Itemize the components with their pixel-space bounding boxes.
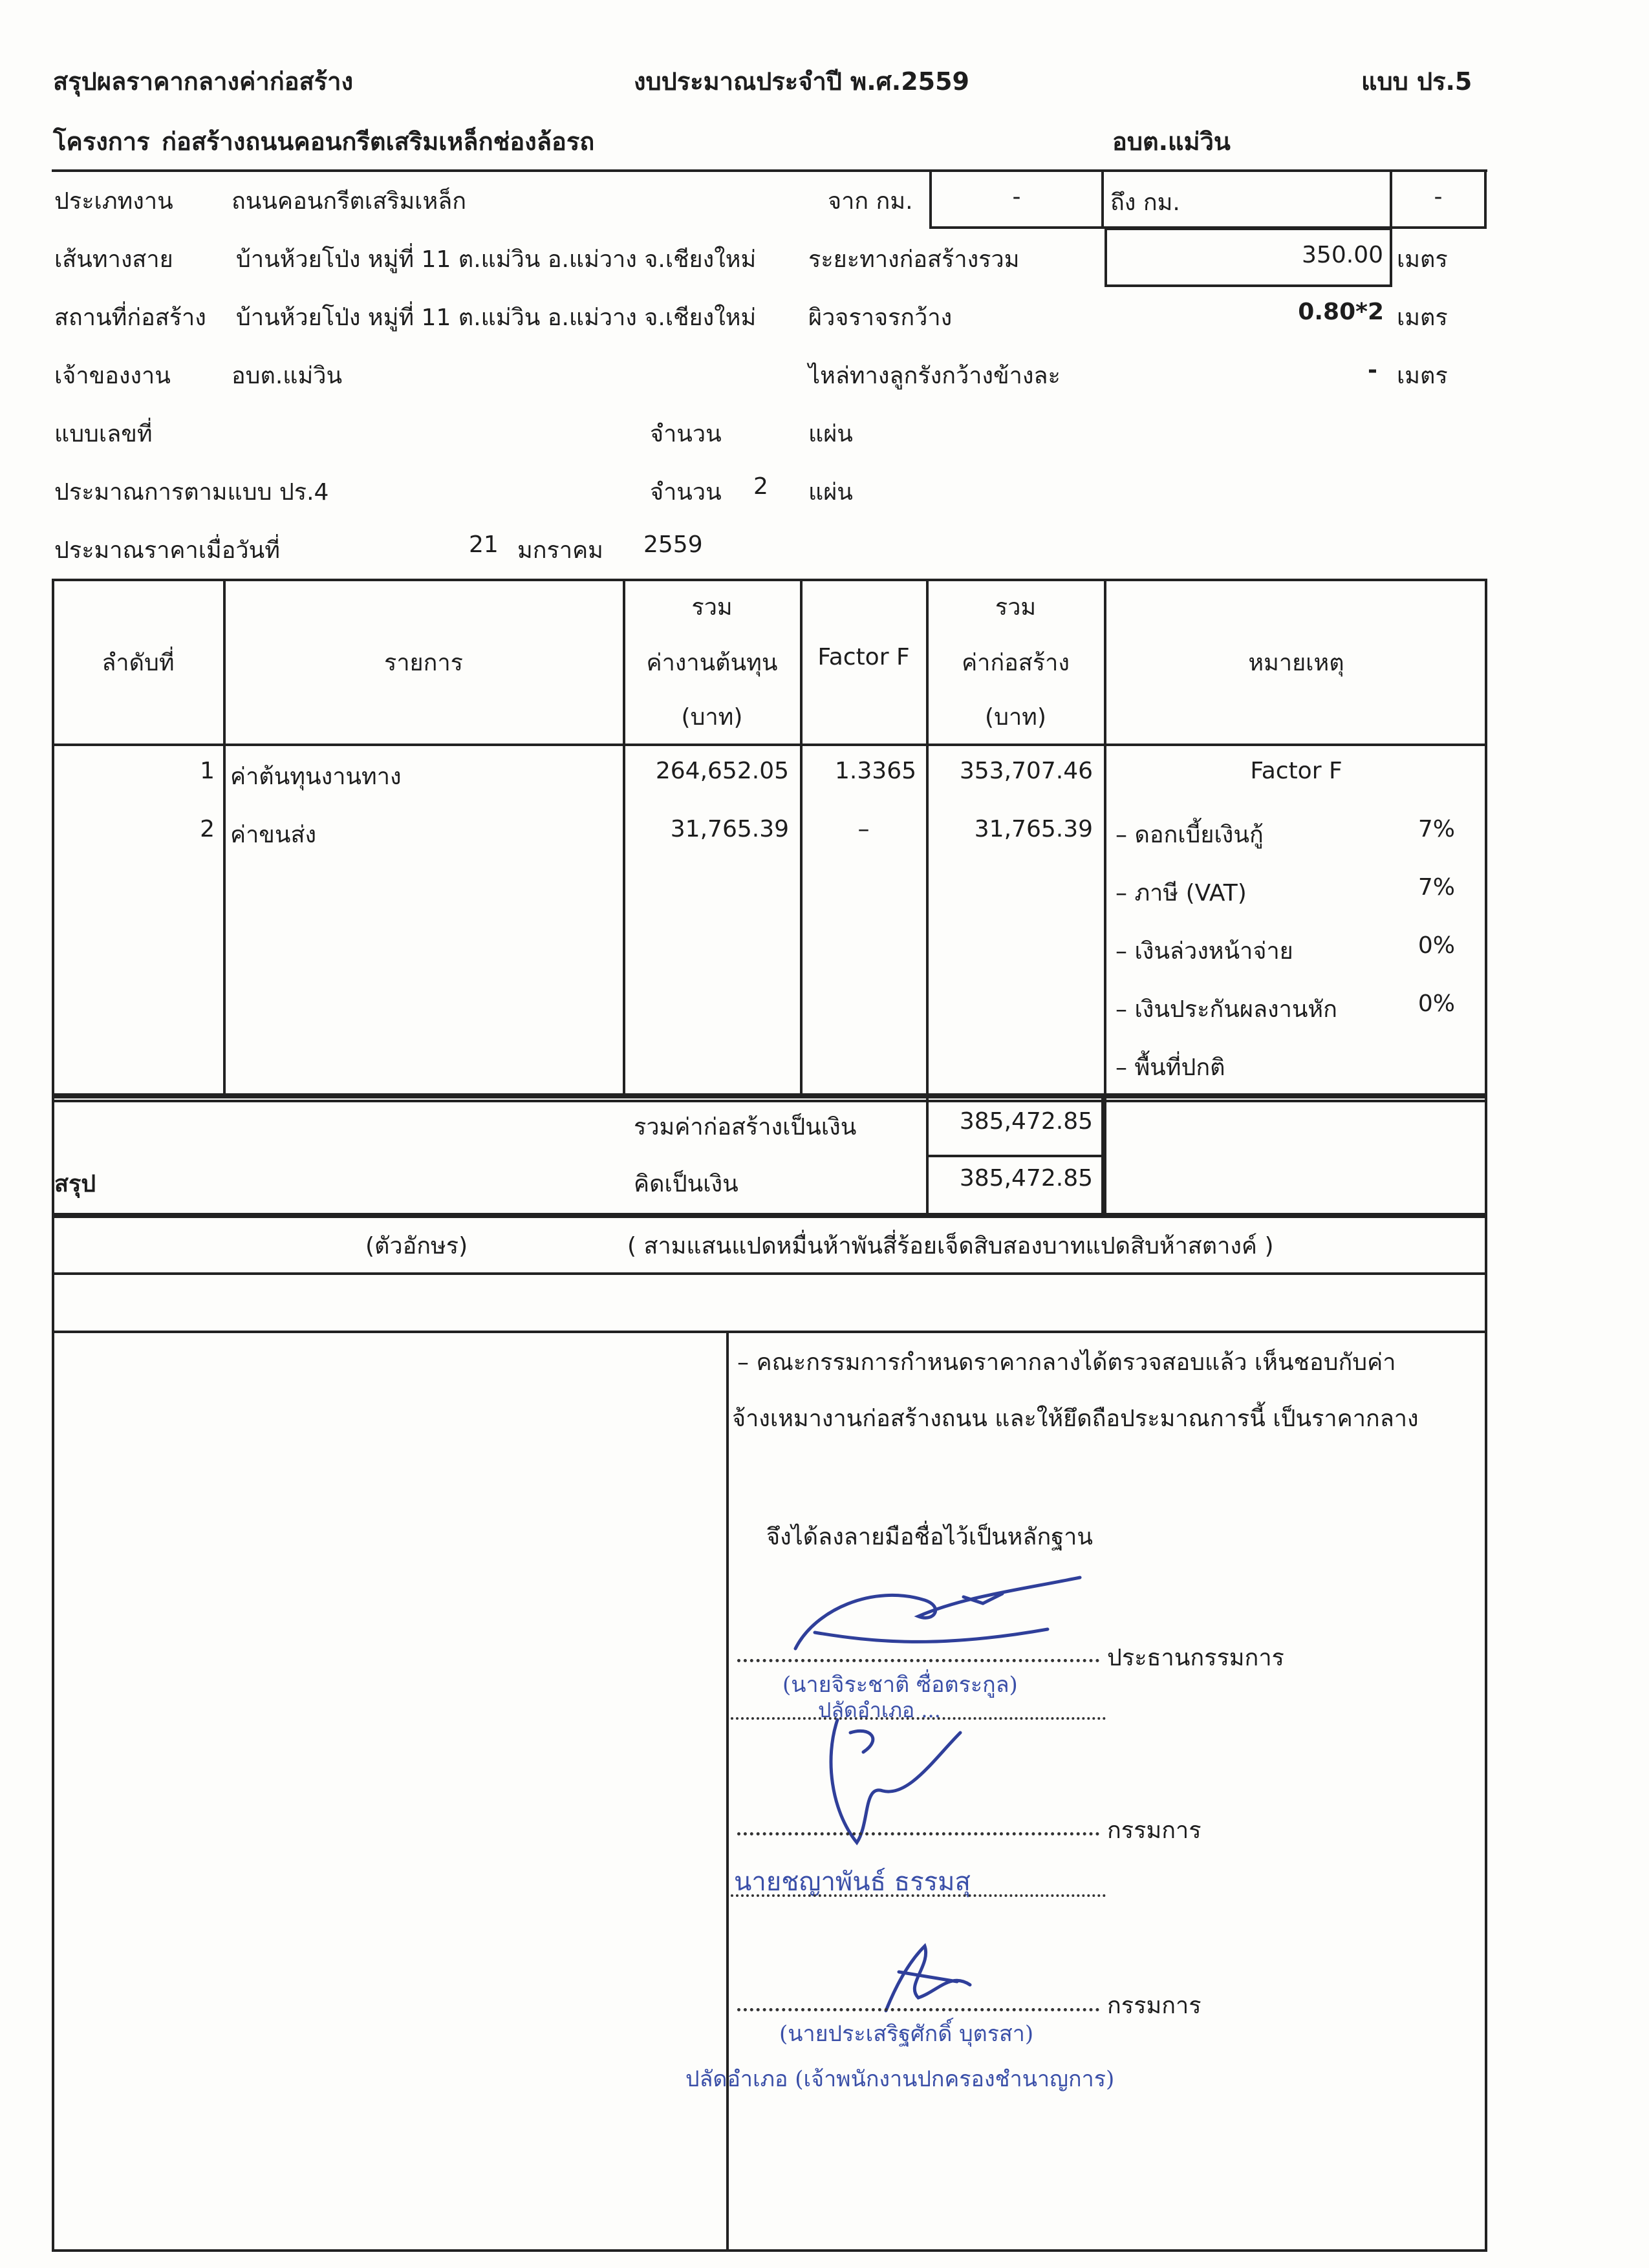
shoulder-unit: เมตร (1397, 363, 1448, 389)
header-cost-l3: (บาท) (681, 704, 743, 731)
summary-double-line (52, 1100, 1487, 1102)
header-cost-l2: ค่างานต้นทุน (646, 650, 778, 676)
estimate-sheet-unit: แผ่น (808, 479, 853, 506)
member2-sign-line (737, 2008, 1099, 2011)
date-day: 21 (469, 531, 499, 558)
table-header-divider (52, 744, 1487, 746)
summary-total-label: รวมค่าก่อสร้างเป็นเงิน (634, 1114, 857, 1140)
header-factor: Factor F (817, 644, 910, 670)
estimate-count-value: 2 (753, 473, 768, 500)
remark-label: – พื้นที่ปกติ (1116, 1054, 1225, 1081)
route-value: บ้านห้วยโป่ง หมู่ที่ 11 ต.แม่วิน อ.แม่วาง จ.เชียงใหม่ (236, 246, 757, 273)
summary-calc-label: คิดเป็นเงิน (634, 1171, 738, 1197)
member2-name: (นายประเสริฐศักดิ์ บุตรสา) (779, 2021, 1034, 2047)
estimate-label: ประมาณการตามแบบ ปร.4 (54, 479, 329, 506)
width-unit: เมตร (1397, 305, 1448, 331)
member1-name: นายชญาพันธ์ ธรรมสุ (734, 1867, 971, 1897)
header-total-l3: (บาท) (985, 704, 1046, 731)
from-km-value: - (1012, 184, 1021, 210)
project-name: ก่อสร้างถนนคอนกรีตเสริมเหล็กช่องล้อรถ (162, 127, 595, 156)
row-2-item: ค่าขนส่ง (230, 822, 317, 848)
header-no: ลำดับที่ (102, 650, 175, 676)
width-value: 0.80*2 (1298, 299, 1384, 325)
row-2-factor: – (857, 816, 870, 842)
header-cost-l1: รวม (691, 594, 733, 621)
row-1-item: ค่าต้นทุนงานทาง (230, 764, 402, 790)
remark-value: 0% (1417, 990, 1455, 1017)
header-total-l2: ค่าก่อสร้าง (962, 650, 1070, 676)
chair-sign-line (737, 1659, 1099, 1662)
to-km-value: - (1434, 184, 1443, 210)
committee-divider (726, 1331, 729, 2252)
remarks-title: Factor F (1250, 758, 1342, 784)
agency-name: อบต.แม่วิน (1112, 127, 1231, 156)
date-year: 2559 (643, 531, 703, 558)
row-1-no: 1 (200, 758, 215, 784)
to-km-label: ถึง กม. (1110, 189, 1180, 216)
committee-box (52, 1331, 1487, 2252)
to-km-box (1101, 169, 1392, 229)
distance-box (1105, 228, 1392, 287)
remark-label: – ดอกเบี้ยเงินกู้ (1116, 822, 1264, 848)
row-1-factor: 1.3365 (835, 758, 916, 784)
row-2-no: 2 (200, 816, 215, 842)
amount-words-label: (ตัวอักษร) (365, 1233, 468, 1259)
from-km-box (929, 169, 1104, 229)
header-total-l1: รวม (995, 594, 1037, 621)
route-label: เส้นทางสาย (54, 246, 173, 273)
remark-value: 7% (1417, 816, 1455, 842)
distance-value: 350.00 (1302, 242, 1383, 268)
summary-divider (1104, 1096, 1106, 1215)
design-sheet-unit: แผ่น (808, 421, 853, 447)
remark-value: 7% (1417, 874, 1455, 901)
width-label: ผิวจราจรกว้าง (808, 305, 953, 331)
committee-statement-line2: จ้างเหมางานก่อสร้างถนน และให้ยึดถือประมาณการนี้ เป็นราคากลาง (732, 1406, 1419, 1432)
committee-signoff: จึงได้ลงลายมือชื่อไว้เป็นหลักฐาน (766, 1524, 1093, 1550)
member1-position-line (731, 1894, 1106, 1897)
document-title: สรุปผลราคากลางค่าก่อสร้าง (53, 67, 354, 96)
chair-name: (นายจิระชาติ ซื่อตระกูล) (782, 1672, 1018, 1698)
to-km-value-box (1390, 169, 1487, 229)
budget-year: งบประมาณประจำปี พ.ศ.2559 (634, 67, 969, 96)
summary-total-value: 385,472.85 (959, 1108, 1093, 1135)
date-label: ประมาณราคาเมื่อวันที่ (54, 537, 280, 564)
summary-calc-value: 385,472.85 (959, 1165, 1093, 1192)
header-remark: หมายเหตุ (1248, 650, 1344, 676)
summary-label: สรุป (54, 1171, 96, 1197)
row-2-cost: 31,765.39 (670, 816, 789, 842)
from-km-label: จาก กม. (828, 188, 913, 215)
work-type-label: ประเภทงาน (54, 188, 173, 215)
member2-position: ปลัดอำเภอ (เจ้าพนักงานปกครองชำนาญการ) (685, 2066, 1115, 2092)
distance-unit: เมตร (1397, 246, 1448, 273)
project-label: โครงการ (53, 127, 150, 156)
estimate-count-label: จำนวน (650, 479, 722, 506)
remark-label: – ภาษี (VAT) (1116, 880, 1247, 906)
owner-value: อบต.แม่วิน (232, 363, 343, 389)
remark-label: – เงินประกันผลงานหัก (1116, 996, 1337, 1023)
row-1-cost: 264,652.05 (655, 758, 789, 784)
row-2-total: 31,765.39 (974, 816, 1093, 842)
date-month: มกราคม (517, 537, 603, 564)
chair-role: ประธานกรรมการ (1107, 1645, 1284, 1671)
form-code: แบบ ปร.5 (1361, 67, 1472, 96)
work-type-value: ถนนคอนกรีตเสริมเหล็ก (232, 188, 467, 215)
shoulder-value: - (1368, 357, 1377, 383)
chair-position: ปลัดอำเภอ ... (818, 1698, 941, 1722)
owner-label: เจ้าของงาน (54, 363, 171, 389)
site-value: บ้านห้วยโป่ง หมู่ที่ 11 ต.แม่วิน อ.แม่วาง จ.เชียงใหม่ (236, 305, 757, 331)
member2-role: กรรมการ (1107, 1993, 1202, 2019)
remark-label: – เงินล่วงหน้าจ่าย (1116, 938, 1293, 965)
member1-sign-line (737, 1832, 1099, 1835)
blank-row (52, 1272, 1487, 1333)
row-1-total: 353,707.46 (959, 758, 1093, 784)
site-label: สถานที่ก่อสร้าง (54, 305, 206, 331)
design-count-label: จำนวน (650, 421, 722, 447)
distance-label: ระยะทางก่อสร้างรวม (808, 246, 1020, 273)
remark-value: 0% (1417, 932, 1455, 959)
design-no-label: แบบเลขที่ (54, 421, 153, 447)
shoulder-label: ไหล่ทางลูกรังกว้างข้างละ (808, 363, 1061, 389)
member1-role: กรรมการ (1107, 1817, 1202, 1844)
header-item: รายการ (384, 650, 463, 676)
committee-statement-line1: – คณะกรรมการกำหนดราคากลางได้ตรวจสอบแล้ว เห็นชอบกับค่า (737, 1349, 1396, 1376)
amount-words-value: ( สามแสนแปดหมื่นห้าพันสี่ร้อยเจ็ดสิบสองบาทแปดสิบห้าสตางค์ ) (627, 1233, 1274, 1259)
